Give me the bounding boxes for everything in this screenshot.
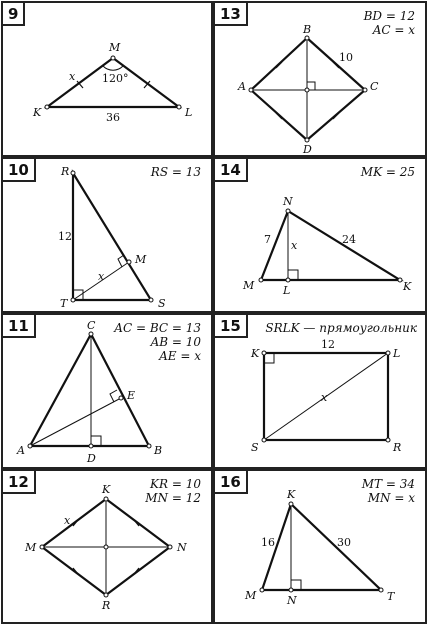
rectangle-srlk-figure <box>215 315 428 471</box>
vertex-d <box>305 138 309 142</box>
given-line: AE = x <box>159 349 201 363</box>
problem-12-card <box>1 469 213 624</box>
foot-e <box>119 396 123 400</box>
problem-9-card <box>1 1 213 157</box>
vertex-b <box>147 444 151 448</box>
given-line: AC = BC = 13 <box>114 321 201 335</box>
label-k: K <box>102 483 111 496</box>
problem-number: 14 <box>215 159 248 182</box>
vertex-k <box>45 105 49 109</box>
center-point <box>305 88 309 92</box>
label-a: A <box>238 80 246 93</box>
foot-n <box>289 588 293 592</box>
problem-number: 11 <box>3 315 36 338</box>
vertex-r <box>386 438 390 442</box>
foot-m <box>127 260 131 264</box>
vertex-a <box>28 444 32 448</box>
triangle-mkt <box>262 504 381 590</box>
vertex-a <box>249 88 253 92</box>
vertex-n <box>286 209 290 213</box>
vertex-l <box>177 105 181 109</box>
label-7: 7 <box>264 233 271 246</box>
label-m: M <box>25 541 37 554</box>
triangle-mnk <box>261 211 400 280</box>
angle-arc <box>103 66 123 70</box>
problem-11-card <box>1 313 213 469</box>
triangle-abc-figure <box>3 315 215 471</box>
problem-number: 16 <box>215 471 248 494</box>
vertex-s <box>262 438 266 442</box>
given-line: BD = 12 <box>363 9 415 23</box>
vertex-k <box>262 351 266 355</box>
label-x: x <box>321 391 328 404</box>
problem-14-card <box>213 157 427 313</box>
vertex-c <box>363 88 367 92</box>
foot-l <box>286 278 290 282</box>
problem-number: 12 <box>3 471 36 494</box>
label-m: M <box>109 41 121 54</box>
label-l: L <box>393 347 401 360</box>
problem-13-card <box>213 1 427 157</box>
center-point <box>104 545 108 549</box>
right-angle-m <box>118 255 124 267</box>
label-side-x: x <box>69 70 76 83</box>
label-30: 30 <box>337 536 351 549</box>
triangle-mkt-figure <box>215 471 428 626</box>
given-line: AB = 10 <box>150 335 201 349</box>
vertex-l <box>386 351 390 355</box>
label-l: L <box>283 284 291 297</box>
vertex-t <box>379 588 383 592</box>
problem-number: 10 <box>3 159 36 182</box>
label-c: C <box>87 319 96 332</box>
label-16: 16 <box>261 536 275 549</box>
label-b: B <box>303 23 312 36</box>
given-line: RS = 13 <box>150 165 201 179</box>
vertex-s <box>149 298 153 302</box>
vertex-k <box>104 497 108 501</box>
given-line: MK = 25 <box>360 165 415 179</box>
label-m: M <box>245 589 257 602</box>
label-l: L <box>185 106 193 119</box>
vertex-k <box>398 278 402 282</box>
label-d: D <box>303 143 312 156</box>
rhombus-kmrn-figure <box>3 471 215 626</box>
vertex-m <box>260 588 264 592</box>
triangle-kml-figure <box>3 3 215 159</box>
problem-15-card <box>213 313 427 469</box>
label-c: C <box>370 80 379 93</box>
vertex-t <box>71 298 75 302</box>
vertex-m <box>259 278 263 282</box>
label-m: M <box>243 279 255 292</box>
triangle-mnk-figure <box>215 159 428 315</box>
label-leg-12: 12 <box>58 230 72 243</box>
label-k: K <box>251 347 260 360</box>
label-top-12: 12 <box>321 338 335 351</box>
label-k: K <box>287 488 296 501</box>
problem-number: 15 <box>215 315 248 338</box>
vertex-m <box>40 545 44 549</box>
label-x: x <box>291 239 298 252</box>
given-line: KR = 10 <box>150 477 201 491</box>
given-line: MN = x <box>367 491 415 505</box>
vertex-n <box>168 545 172 549</box>
problem-10-card <box>1 157 213 313</box>
given-line: MN = 12 <box>145 491 201 505</box>
label-k: K <box>33 106 42 119</box>
vertex-r <box>104 593 108 597</box>
given-line: AC = x <box>372 23 415 37</box>
label-m: M <box>135 253 147 266</box>
given-line: MT = 34 <box>361 477 415 491</box>
label-d: D <box>87 452 96 465</box>
problem-number: 9 <box>3 3 25 26</box>
label-x: x <box>64 514 71 527</box>
label-a: A <box>17 444 25 457</box>
label-b: B <box>154 444 163 457</box>
rhombus-abcd-figure <box>215 3 428 159</box>
label-x: x <box>98 270 105 283</box>
label-r: R <box>102 599 111 612</box>
label-r: R <box>393 441 402 454</box>
vertex-m <box>111 56 115 60</box>
label-n: N <box>287 594 297 607</box>
vertex-r <box>71 171 75 175</box>
label-24: 24 <box>342 233 356 246</box>
vertex-k <box>289 502 293 506</box>
label-side-10: 10 <box>339 51 353 64</box>
vertex-b <box>305 36 309 40</box>
label-s: S <box>158 297 166 310</box>
label-angle: 120° <box>102 72 129 85</box>
label-n: N <box>177 541 187 554</box>
label-base: 36 <box>106 111 120 124</box>
problem-16-card <box>213 469 427 624</box>
label-e: E <box>127 389 136 402</box>
triangle-rts-figure <box>3 159 215 315</box>
vertex-c <box>89 332 93 336</box>
foot-d <box>89 444 93 448</box>
label-k: K <box>403 280 412 293</box>
triangle-rts <box>73 173 151 300</box>
label-s: S <box>251 441 259 454</box>
label-t: T <box>387 590 395 603</box>
label-n: N <box>283 195 293 208</box>
problem-number: 13 <box>215 3 248 26</box>
label-t: T <box>60 297 68 310</box>
given-line: SRLK — прямоугольник <box>265 321 417 335</box>
label-r: R <box>61 165 70 178</box>
